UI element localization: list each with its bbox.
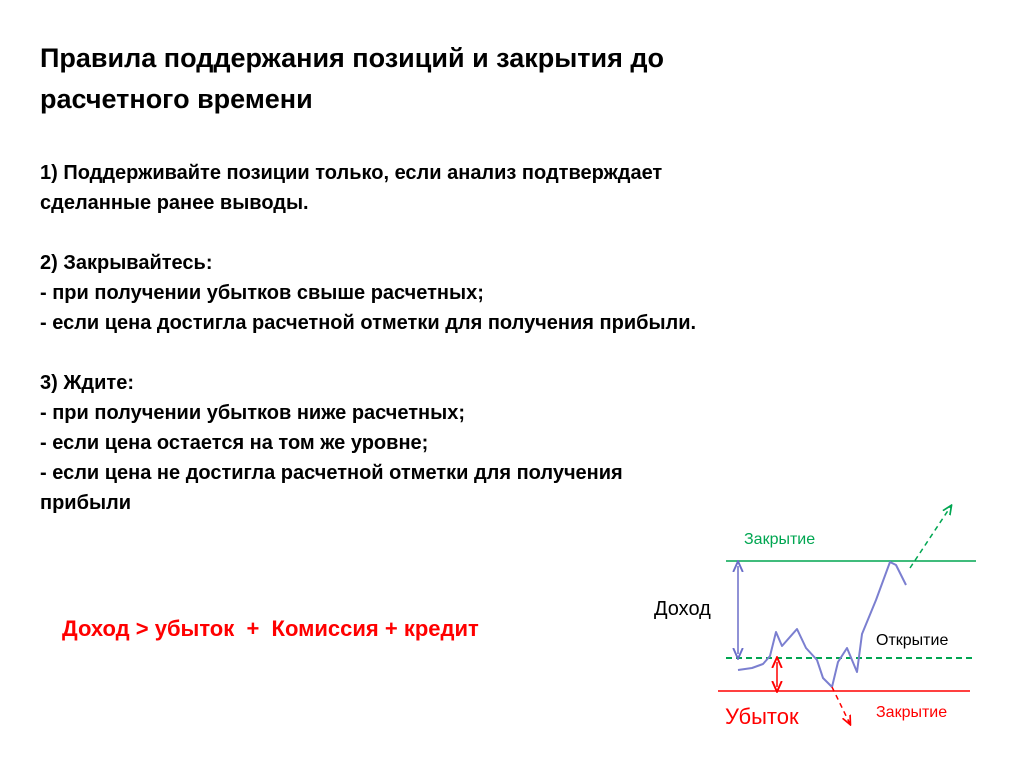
- open-label: Открытие: [876, 632, 949, 649]
- rule-3-heading: 3) Ждите:: [40, 372, 134, 394]
- title-line-1: Правила поддержания позиций и закрытия до: [40, 43, 665, 73]
- rule-1-line-2: сделанные ранее выводы.: [40, 192, 309, 214]
- breakdown-arrow: [832, 687, 850, 724]
- income-label: Доход: [654, 598, 711, 620]
- rule-1-line-1: 1) Поддерживайте позиции только, если анализ подтверждает: [40, 162, 663, 184]
- close-top-label: Закрытие: [744, 531, 816, 548]
- rule-3-item-3-line-2: прибыли: [40, 492, 132, 514]
- breakout-up-arrow: [910, 506, 951, 568]
- title-line-2: расчетного времени: [40, 84, 313, 114]
- rule-2-item-1: - при получении убытков свыше расчетных;: [40, 282, 484, 304]
- rule-3-item-3-line-1: - если цена не достигла расчетной отметки для получения: [40, 462, 623, 484]
- close-bottom-label: Закрытие: [876, 704, 948, 721]
- rule-3-item-1: - при получении убытков ниже расчетных;: [40, 402, 465, 424]
- price-line: [738, 562, 906, 687]
- rule-2-item-2: - если цена достигла расчетной отметки для получения прибыли.: [40, 312, 697, 334]
- profit-formula: Доход > убыток + Комиссия + кредит: [62, 616, 479, 641]
- loss-label: Убыток: [725, 704, 799, 729]
- rule-3-item-2: - если цена остается на том же уровне;: [40, 432, 429, 454]
- rule-2-heading: 2) Закрывайтесь:: [40, 252, 213, 274]
